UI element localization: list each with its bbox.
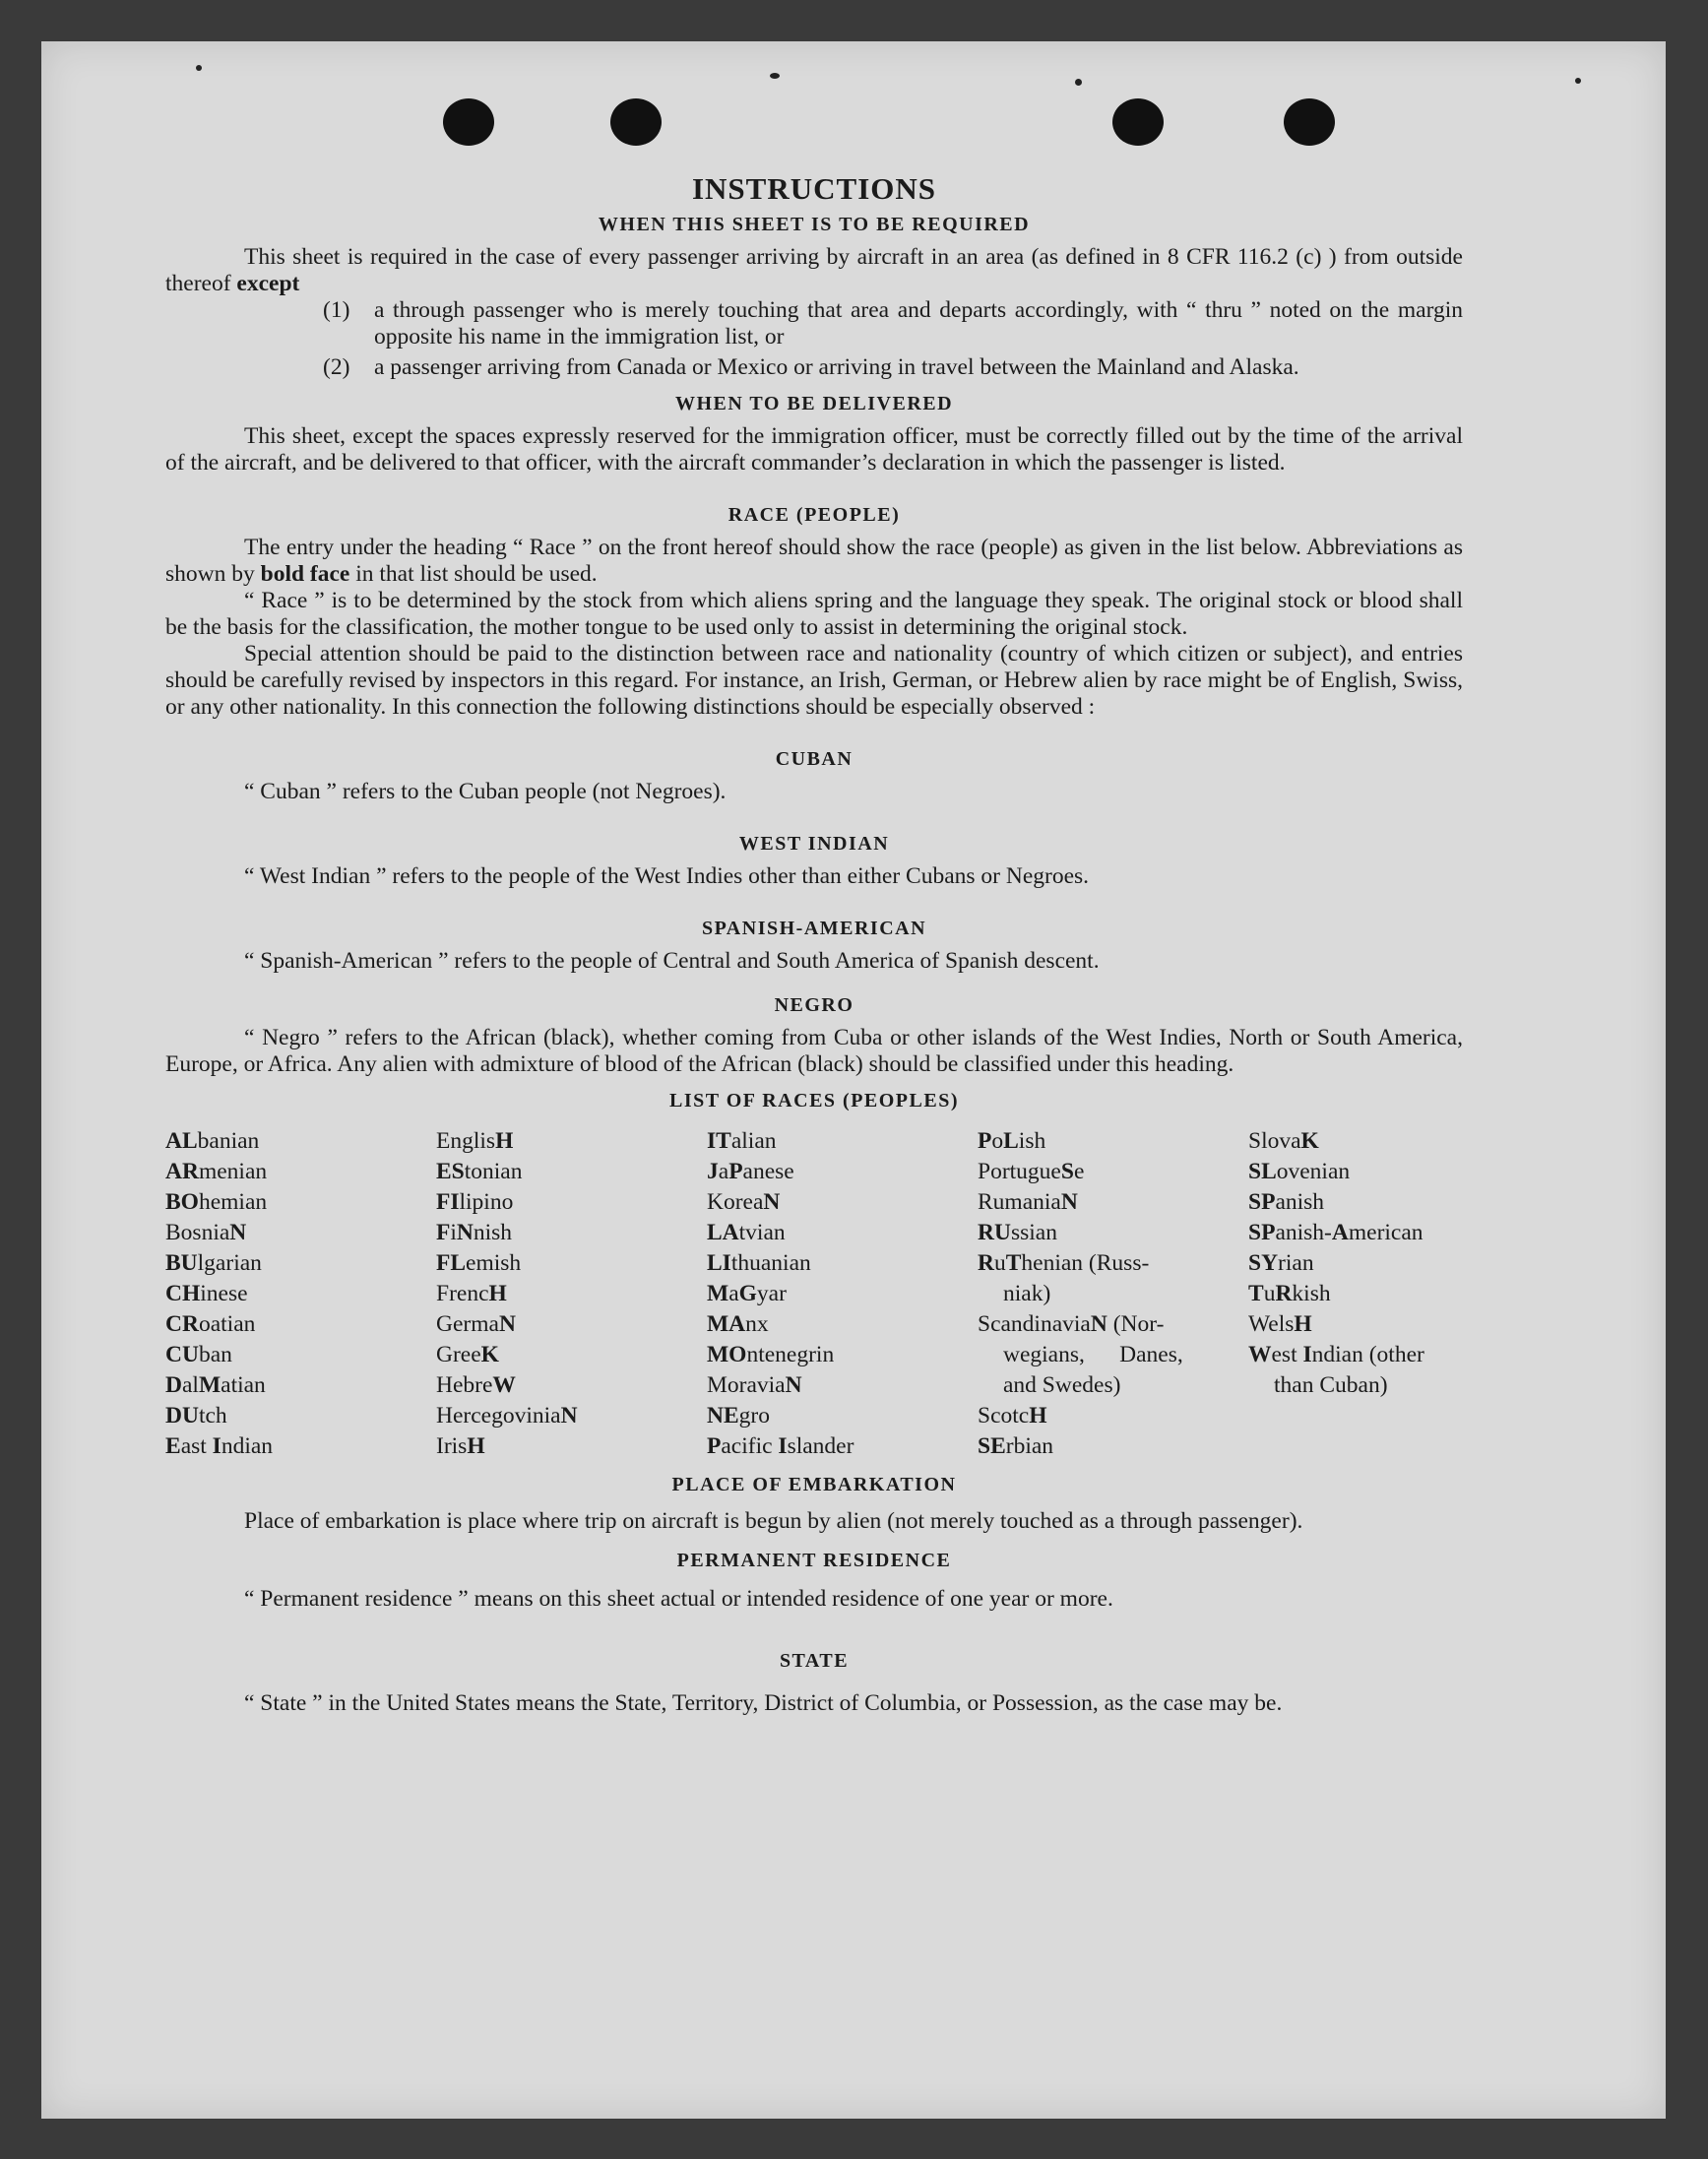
race-entry: GreeK: [436, 1342, 499, 1367]
speck: [1575, 78, 1581, 84]
speck: [1075, 79, 1082, 86]
race-paragraph-1: [165, 535, 1463, 588]
race-entry: ALbanian: [165, 1128, 260, 1154]
cuban-text: “ Cuban ” refers to the Cuban people (not Negroes).: [244, 779, 727, 804]
race-entry: BosniaN: [165, 1220, 247, 1245]
race-entry: SLovenian: [1248, 1159, 1351, 1184]
races-list: [165, 1126, 1463, 1462]
race-entry: IrisH: [436, 1433, 485, 1459]
permanent-residence-text: “ Permanent residence ” means on this sheet actual or intended residence of one year or more.: [244, 1586, 1113, 1612]
race-entry: KoreaN: [707, 1189, 781, 1215]
race-entry: ITalian: [707, 1128, 777, 1154]
race-entry: SYrian: [1248, 1250, 1314, 1276]
race-entry: SPanish: [1248, 1189, 1325, 1215]
race-entry: NEgro: [707, 1403, 770, 1429]
race-entry: DalMatian: [165, 1372, 266, 1398]
race-entry: JaPanese: [707, 1159, 794, 1184]
except-word: except: [236, 271, 300, 296]
item-text: a passenger arriving from Canada or Mexico or arriving in travel between the Mainland and Alaska.: [374, 354, 1299, 380]
race-entry: LIthuanian: [707, 1250, 811, 1276]
page-title: INSTRUCTIONS: [691, 171, 936, 206]
heading-spanish-american: SPANISH-AMERICAN: [701, 918, 927, 939]
race-entry: WelsH: [1248, 1311, 1312, 1337]
heading-west-indian: WEST INDIAN: [738, 833, 890, 855]
race-entry: MoraviaN: [707, 1372, 802, 1398]
race-paragraph-3: Special attention should be paid to the distinction between race and nationality (country of which citizen or subject), and entries should be carefully revised by inspectors in this regard. For instance, an Irish, German, or Hebrew alien by race might be of English, Swiss, or any other nationality. In this connection the following distinctions should be especially observed :: [165, 641, 1463, 720]
race-entry: and Swedes): [1003, 1372, 1121, 1398]
race-entry: GermaN: [436, 1311, 516, 1337]
race-entry: BUlgarian: [165, 1250, 262, 1276]
race-entry: RUssian: [978, 1220, 1057, 1245]
race-entry: EStonian: [436, 1159, 523, 1184]
heading-state: STATE: [779, 1650, 850, 1672]
spanish-american-text: “ Spanish-American ” refers to the people of Central and South America of Spanish descent.: [244, 948, 1100, 974]
race-entry: ScandinaviaN (Nor-: [978, 1311, 1165, 1337]
race-paragraph-2: “ Race ” is to be determined by the stock from which aliens spring and the language they speak. The original stock or blood shall be the basis for the classification, the mother tongue to be used only to assist in determining the original stock.: [165, 588, 1463, 640]
race-entry: wegians, Danes,: [1003, 1342, 1183, 1367]
race-entry: niak): [1003, 1281, 1051, 1306]
speck: [770, 73, 780, 79]
heading-cuban: CUBAN: [775, 748, 854, 770]
race-entry: CRoatian: [165, 1311, 256, 1337]
race-entry: HercegoviniaN: [436, 1403, 578, 1429]
race-p1-text-end: in that list should be used.: [355, 561, 598, 587]
race-entry: DUtch: [165, 1403, 227, 1429]
race-entry: East Indian: [165, 1433, 274, 1459]
race-entry: EnglisH: [436, 1128, 514, 1154]
when-delivered-text: This sheet, except the spaces expressly reserved for the immigration officer, must be correctly filled out by the time of the arrival of the aircraft, and be delivered to that officer, with the aircraft commander’s declaration in which the passenger is listed.: [165, 423, 1463, 476]
race-entry: TuRkish: [1248, 1281, 1331, 1306]
race-entry: FLemish: [436, 1250, 522, 1276]
race-entry: Pacific Islander: [707, 1433, 854, 1459]
item-number: (2): [323, 354, 350, 380]
item-number: (1): [323, 297, 350, 323]
race-entry: RuThenian (Russ-: [978, 1250, 1150, 1276]
embarkation-text: Place of embarkation is place where trip on aircraft is begun by alien (not merely touched as a through passenger).: [244, 1508, 1303, 1534]
west-indian-text: “ West Indian ” refers to the people of the West Indies other than either Cubans or Negroes.: [244, 863, 1090, 889]
race-entry: PoLish: [978, 1128, 1046, 1154]
race-entry: RumaniaN: [978, 1189, 1078, 1215]
heading-when-delivered: WHEN TO BE DELIVERED: [674, 393, 954, 414]
race-entry: West Indian (other: [1248, 1342, 1424, 1367]
race-entry: ScotcH: [978, 1403, 1047, 1429]
race-entry: MAnx: [707, 1311, 769, 1337]
race-entry: MaGyar: [707, 1281, 787, 1306]
race-entry: LAtvian: [707, 1220, 786, 1245]
item-text: a through passenger who is merely touching that area and departs accordingly, with “ thru ” noted on the margin opposite his name in the immigration list, or: [374, 297, 1463, 349]
race-entry: than Cuban): [1274, 1372, 1388, 1398]
race-entry: HebreW: [436, 1372, 516, 1398]
race-entry: BOhemian: [165, 1189, 268, 1215]
speck: [196, 65, 202, 71]
heading-negro: NEGRO: [774, 994, 854, 1016]
bold-face-term: bold face: [260, 561, 350, 587]
race-entry: FiNnish: [436, 1220, 513, 1245]
race-entry: SPanish-American: [1248, 1220, 1423, 1245]
race-entry: PortugueSe: [978, 1159, 1085, 1184]
race-entry: ARmenian: [165, 1159, 268, 1184]
exception-item: [323, 354, 1463, 381]
race-entry: FrencH: [436, 1281, 507, 1306]
exception-item: [323, 297, 1463, 350]
race-entry: MOntenegrin: [707, 1342, 835, 1367]
race-p1-text: The entry under the heading “ Race ” on the front hereof should show the race (people) as given in the list below. Abbreviations as shown by: [165, 535, 1463, 587]
when-required-intro: [165, 244, 1463, 297]
heading-race: RACE (PEOPLE): [727, 504, 901, 526]
heading-embarkation: PLACE OF EMBARKATION: [671, 1474, 957, 1495]
race-entry: SErbian: [978, 1433, 1054, 1459]
race-entry: FIlipino: [436, 1189, 514, 1215]
intro-text: This sheet is required in the case of every passenger arriving by aircraft in an area (as defined in 8 CFR 116.2 (c) ) from outside thereof: [165, 244, 1463, 296]
race-entry: CHinese: [165, 1281, 248, 1306]
state-text: “ State ” in the United States means the State, Territory, District of Columbia, or Possession, as the case may be.: [244, 1690, 1283, 1716]
heading-permanent-residence: PERMANENT RESIDENCE: [676, 1550, 952, 1571]
race-entry: SlovaK: [1248, 1128, 1319, 1154]
negro-text: “ Negro ” refers to the African (black), whether coming from Cuba or other islands of the West Indies, North or South America, Europe, or Africa. Any alien with admixture of blood of the African (black) should be classified under this heading.: [165, 1025, 1463, 1077]
instructions-content: [165, 136, 1463, 1720]
heading-when-required: WHEN THIS SHEET IS TO BE REQUIRED: [598, 214, 1031, 235]
race-entry: CUban: [165, 1342, 232, 1367]
heading-list-of-races: LIST OF RACES (PEOPLES): [668, 1090, 959, 1111]
